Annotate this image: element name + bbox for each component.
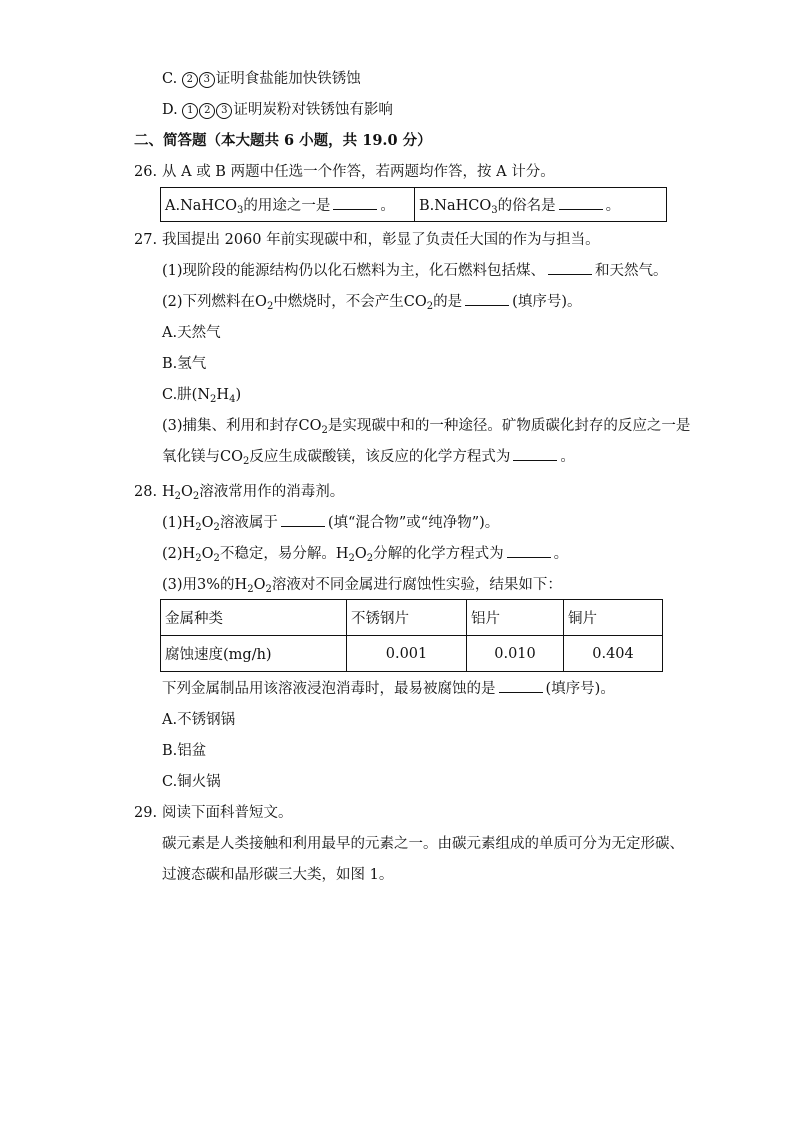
option-d: D. 1 2 3 证明炭粉对铁锈蚀有影响 [162, 102, 393, 118]
choice-cell-a: A.NaHCO$_3$的用途之一是 。 [161, 188, 415, 222]
question-number: 29. [134, 805, 158, 821]
table-cell: 0.404 [564, 636, 663, 672]
q27-part3-line1: (3)捕集、利用和封存$CO_2$是实现碳中和的一种途径。矿物质碳化封存的反应之一是 [162, 418, 691, 436]
table-header-cell: 铜片 [564, 600, 663, 636]
circled-number: 2 [182, 72, 198, 88]
paragraph-line: 碳元素是人类接触和利用最早的元素之一。由碳元素组成的单质可分为无定形碳、 [162, 836, 684, 852]
answer-blank[interactable] [465, 293, 509, 306]
table-cell: 0.001 [347, 636, 467, 672]
question-number: 27. [134, 232, 158, 248]
q27-option-c: C.肼$(N_2H_4)$ [162, 387, 242, 405]
q28-option-b: B.铝盆 [162, 743, 207, 759]
answer-blank[interactable] [333, 197, 377, 210]
circled-number: 3 [199, 72, 215, 88]
answer-blank[interactable] [559, 197, 603, 210]
answer-blank[interactable] [548, 262, 592, 275]
q27-option-a: A.天然气 [162, 325, 221, 341]
question-number: 26. [134, 164, 158, 180]
q28-part4: 下列金属制品用该溶液浸泡消毒时，最易被腐蚀的是 (填序号)。 [162, 681, 615, 697]
corrosion-table [160, 599, 663, 672]
q27-part3-line2: 氧化镁与$CO_2$反应生成碳酸镁，该反应的化学方程式为 。 [162, 449, 575, 467]
circled-number: 1 [182, 103, 198, 119]
q26-choice-table [160, 187, 667, 222]
question-text: 阅读下面科普短文。 [162, 805, 293, 821]
q27-part2: (2)下列燃料在$O_2$中燃烧时，不会产生$CO_2$的是 (填序号)。 [162, 294, 582, 312]
table-header-cell: 金属种类 [161, 600, 347, 636]
section-title: 二、简答题（本大题共 6 小题，共 19.0 分） [134, 132, 432, 149]
question-text: $H_2O_2$溶液常用作的消毒剂。 [162, 484, 345, 502]
table-header-cell: 不锈钢片 [347, 600, 467, 636]
question-number: 28. [134, 484, 158, 500]
q28-part2: $(2)H_2O_2$不稳定，易分解。$H_2O_2$分解的化学方程式为 。 [162, 546, 569, 564]
q27-part1: (1)现阶段的能源结构仍以化石燃料为主，化石燃料包括煤、 和天然气。 [162, 263, 668, 279]
paragraph-line: 过渡态碳和晶形碳三大类，如图 1。 [162, 867, 394, 883]
question-text: 从 A 或 B 两题中任选一个作答，若两题均作答，按 A 计分。 [162, 164, 555, 180]
table-header-row [161, 600, 663, 636]
circled-number: 2 [199, 103, 215, 119]
question-text: 我国提出 2060 年前实现碳中和，彰显了负责任大国的作为与担当。 [162, 232, 600, 248]
q27-option-b: B.氢气 [162, 356, 207, 372]
table-header-cell: 铝片 [467, 600, 564, 636]
answer-blank[interactable] [513, 448, 557, 461]
table-cell: 腐蚀速度(mg/h) [161, 636, 347, 672]
circled-number: 3 [216, 103, 232, 119]
table-cell: 0.010 [467, 636, 564, 672]
q28-part1: $(1)H_2O_2$溶液属于 (填“混合物”或“纯净物”)。 [162, 515, 500, 533]
q28-part3: (3)用3%的$H_2O_2$溶液对不同金属进行腐蚀性实验，结果如下： [162, 577, 562, 595]
answer-blank[interactable] [281, 514, 325, 527]
answer-blank[interactable] [507, 545, 551, 558]
q28-option-c: C.铜火锅 [162, 774, 221, 790]
table-row [161, 636, 663, 672]
q28-option-a: A.不锈钢锅 [162, 712, 236, 728]
choice-cell-b: B.NaHCO$_3$的俗名是 。 [415, 188, 667, 222]
option-c: C. 2 3 证明食盐能加快铁锈蚀 [162, 71, 361, 87]
answer-blank[interactable] [499, 680, 543, 693]
